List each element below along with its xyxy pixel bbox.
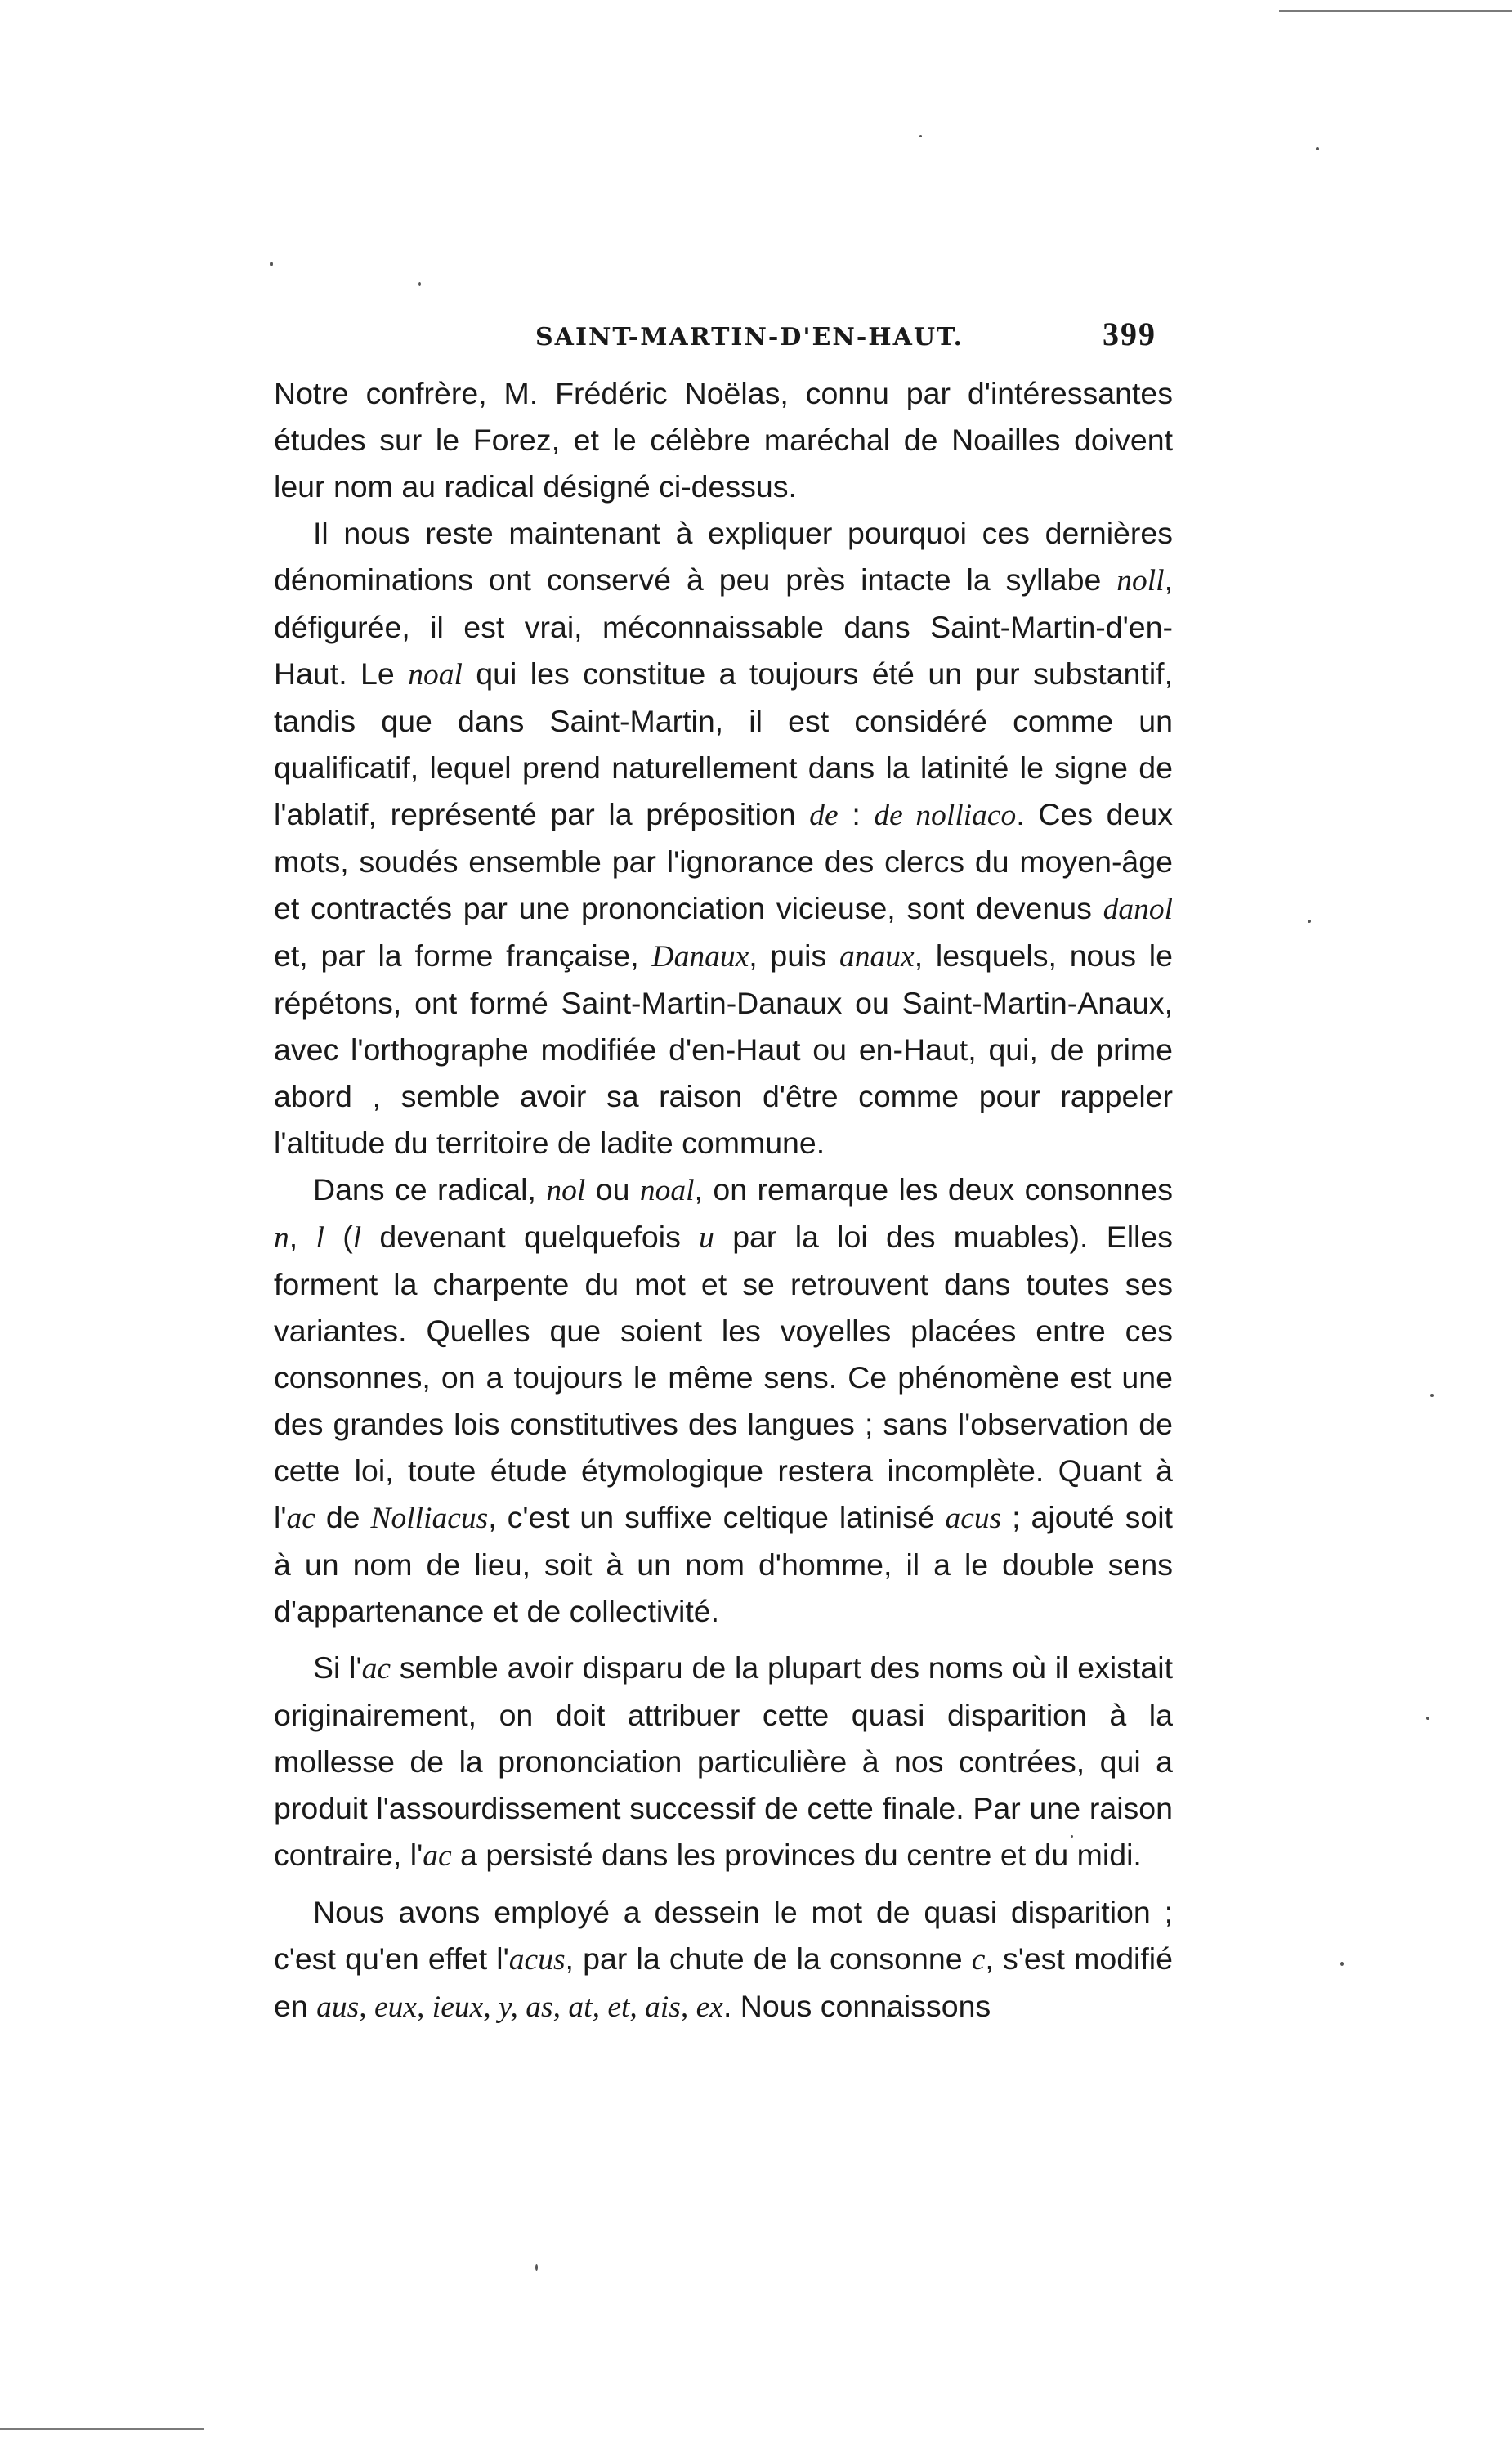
italic-term: Danaux xyxy=(651,940,749,974)
text-run: et, par la forme française, xyxy=(274,938,652,973)
text-run: Il nous reste maintenant à expliquer pourquoi ces dernières dénominations ont conservé à peu près intacte la syllabe xyxy=(274,516,1173,597)
italic-term: noll xyxy=(1116,564,1165,598)
text-run: ou xyxy=(585,1172,640,1207)
paragraph xyxy=(274,1166,1173,1635)
italic-term: l xyxy=(352,1221,362,1255)
text-run: Notre confrère, M. Frédéric Noëlas, connu par d'intéressantes études sur le Forez, et le célèbre maréchal de Noailles doivent leur nom au radical désigné ci-dessus. xyxy=(274,376,1173,504)
italic-term: u xyxy=(699,1221,714,1255)
italic-term: n xyxy=(274,1221,289,1255)
italic-term: Nolliacus xyxy=(370,1502,489,1535)
text-run: devenant quelquefois xyxy=(361,1220,700,1254)
book-page xyxy=(274,315,1173,2030)
italic-term: noal xyxy=(639,1174,695,1207)
text-run: , s'est modifié en xyxy=(274,1941,1173,2023)
text-run: , c'est un suffixe celtique latinisé xyxy=(488,1500,946,1534)
text-run: , xyxy=(289,1220,316,1254)
italic-term: ac xyxy=(423,1839,452,1873)
text-run: qui les constitue a toujours été un pur substantif, tandis que dans Saint-Martin, il est considéré comme un qualificatif, lequel prend naturellement dans la latinité le signe de l'ablatif, représenté par la préposition xyxy=(274,656,1174,831)
scan-edge-rule-top xyxy=(1279,10,1512,12)
text-run: , défigurée, il est vrai, méconnaissable dans Saint-Martin-d'en-Haut. Le xyxy=(274,562,1173,691)
text-run: , lesquels, nous le répétons, ont formé Saint-Martin-Danaux ou Saint-Martin-Anaux, avec l'orthographe modifiée d'en-Haut ou en-Haut, qui, de prime abord , semble avoir sa raison d'être comme pour rappeler l'altitude du territoire de ladite commune. xyxy=(274,938,1173,1160)
text-run: de xyxy=(315,1500,371,1534)
page-number: 399 xyxy=(1103,316,1156,352)
italic-term: noal xyxy=(408,658,463,692)
text-run: . Nous connaissons xyxy=(722,1989,991,2023)
text-run: : xyxy=(838,797,875,831)
text-run: , par la chute de la consonne xyxy=(565,1941,972,1976)
paragraph xyxy=(274,370,1173,510)
text-run: Nous avons employé a dessein le mot de quasi disparition ; c'est qu'en effet l' xyxy=(274,1895,1173,1976)
text-run: . Ces deux mots, soudés ensemble par l'ignorance des clercs du moyen-âge et contractés par une prononciation vicieuse, sont devenus xyxy=(274,797,1173,925)
text-run: ( xyxy=(324,1220,353,1254)
text-run: , puis xyxy=(749,938,840,973)
text-run: Si l' xyxy=(313,1650,362,1685)
italic-term: de nolliaco xyxy=(874,799,1017,832)
running-head xyxy=(274,315,1173,364)
text-run: semble avoir disparu de la plupart des noms où il existait originairement, on doit attribuer cette quasi disparition à la mollesse de la prononciation particulière à nos contrées, qui a produit l'assourdissement successif de cette finale. Par une raison contraire, l' xyxy=(274,1650,1173,1872)
italic-term: acus xyxy=(508,1943,566,1977)
paragraph xyxy=(274,1645,1173,1879)
text-run: ; ajouté soit à un nom de lieu, soit à un nom d'homme, il a le double sens d'appartenance et de collectivité. xyxy=(274,1500,1173,1628)
paragraph xyxy=(274,1889,1173,2030)
italic-term: aus, eux, ieux, y, as, at, et, ais, ex xyxy=(316,1990,723,2024)
italic-term: acus xyxy=(945,1502,1002,1535)
text-run: a persisté dans les provinces du centre et du midi. xyxy=(451,1838,1142,1872)
italic-term: de xyxy=(809,799,839,832)
italic-term: nol xyxy=(546,1174,586,1207)
italic-term: c xyxy=(971,1943,986,1977)
paragraph xyxy=(274,510,1173,1166)
scan-edge-rule-bottom xyxy=(0,2428,204,2430)
text-run: par la loi des muables). Elles forment la charpente du mot et se retrouvent dans toutes ses variantes. Quelles que soient les voyelles placées entre ces consonnes, on a toujours le même sens. Ce phénomène est une des grandes lois constitutives des langues ; sans l'observation de cette loi, toute étude étymologique restera incomplète. Quant à l' xyxy=(274,1220,1173,1534)
text-run: , on remarque les deux consonnes xyxy=(694,1172,1173,1207)
italic-term: ac xyxy=(286,1502,315,1535)
body-text xyxy=(274,370,1173,2030)
italic-term: danol xyxy=(1103,893,1173,926)
italic-term: anaux xyxy=(839,940,915,974)
text-run: Dans ce radical, xyxy=(313,1172,547,1207)
italic-term: l xyxy=(315,1221,324,1255)
running-head-title: SAINT-MARTIN-D'EN-HAUT. xyxy=(535,323,964,351)
italic-term: ac xyxy=(361,1652,391,1686)
